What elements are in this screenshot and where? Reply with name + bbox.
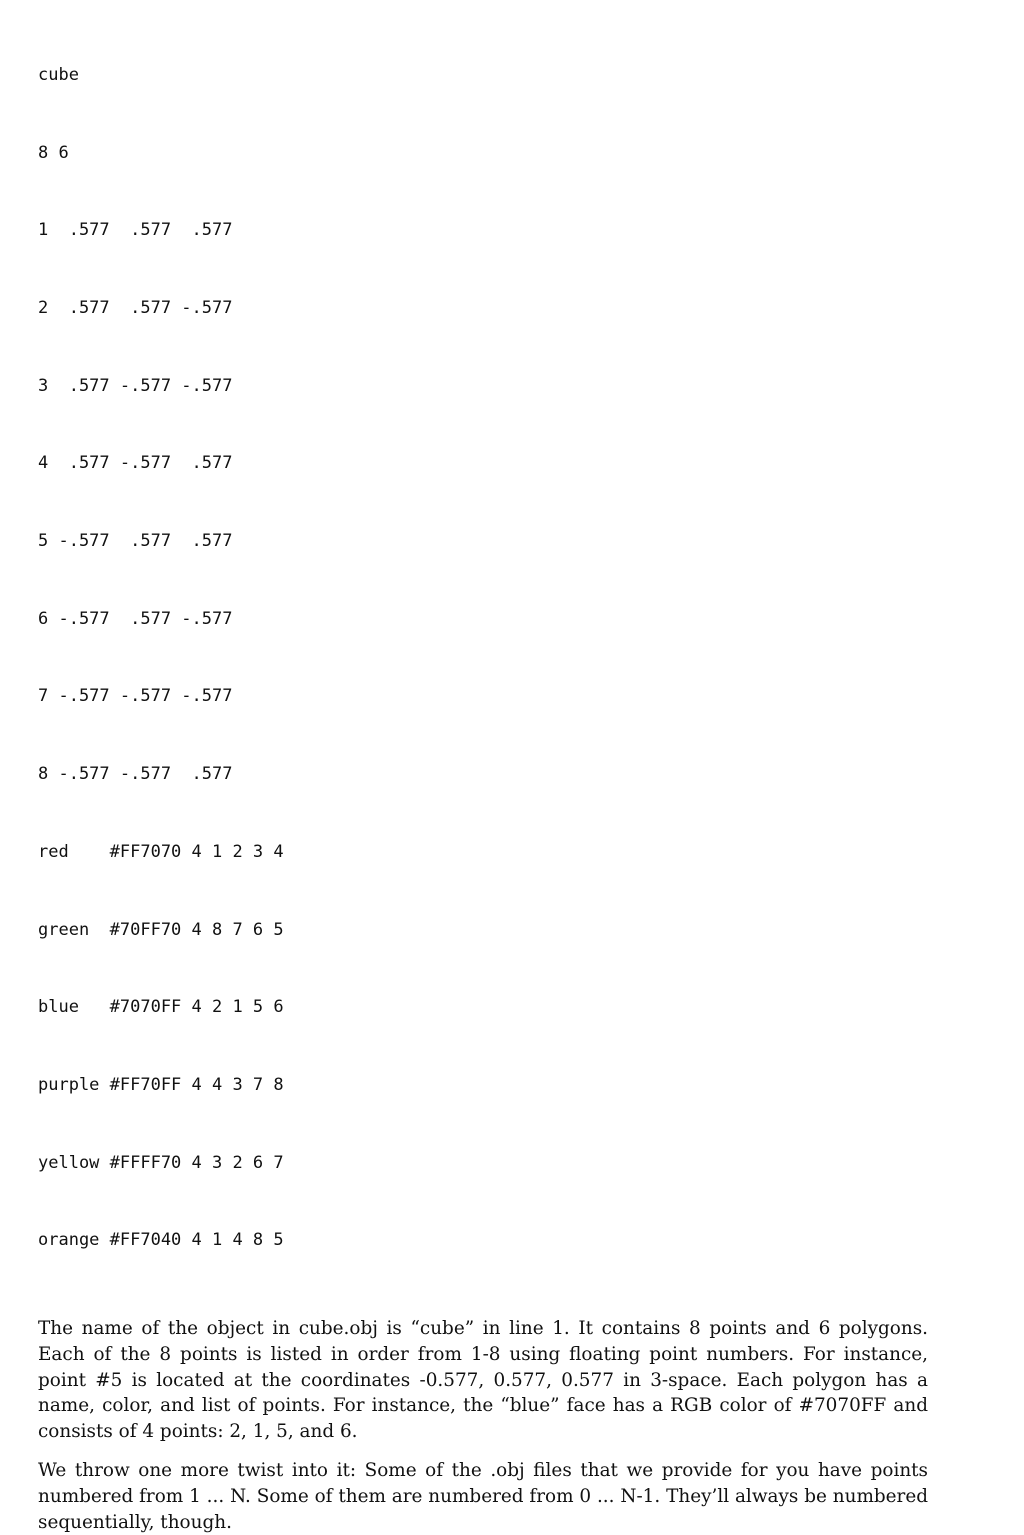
code-line-point-6: 6 -.577 .577 -.577 [38, 608, 233, 629]
code-line-point-4: 4 .577 -.577 .577 [38, 453, 233, 474]
numbering-note-paragraph: We throw one more twist into it: Some of the .obj files that we provide for you have points numbered from 1 ... N. Some of them are numbered from 0 ... N-1. They’ll always be numbered sequentially, though. [38, 1460, 928, 1533]
code-line-point-1: 1 .577 .577 .577 [38, 220, 233, 241]
code-line-point-8: 8 -.577 -.577 .577 [38, 764, 233, 785]
code-line-polygon-red: red #FF7070 4 1 2 3 4 [38, 841, 284, 862]
code-line-polygon-yellow: yellow #FFFF70 4 3 2 6 7 [38, 1152, 284, 1173]
obj-file-listing [38, 11, 938, 1306]
code-line-counts: 8 6 [38, 142, 69, 163]
code-line-polygon-green: green #70FF70 4 8 7 6 5 [38, 919, 284, 940]
code-line-point-2: 2 .577 .577 -.577 [38, 297, 233, 318]
code-line-polygon-blue: blue #7070FF 4 2 1 5 6 [38, 997, 284, 1018]
document-page [38, 11, 938, 1535]
code-line-point-7: 7 -.577 -.577 -.577 [38, 686, 233, 707]
code-line-polygon-orange: orange #FF7040 4 1 4 8 5 [38, 1230, 284, 1251]
code-line-object-name: cube [38, 64, 79, 85]
code-line-point-3: 3 .577 -.577 -.577 [38, 375, 233, 396]
code-line-point-5: 5 -.577 .577 .577 [38, 531, 233, 552]
explanation-paragraph: The name of the object in cube.obj is “cube” in line 1. It contains 8 points and 6 polygons. Each of the 8 points is listed in order from 1-8 using floating point numbers. For instance, point #5 is located at the coordinates -0.577, 0.577, 0.577 in 3-space. Each polygon has a name, color, and list of points. For instance, the “blue” face has a RGB color of #7070FF and consists of 4 points: 2, 1, 5, and 6. [38, 1318, 928, 1443]
code-line-polygon-purple: purple #FF70FF 4 4 3 7 8 [38, 1074, 284, 1095]
